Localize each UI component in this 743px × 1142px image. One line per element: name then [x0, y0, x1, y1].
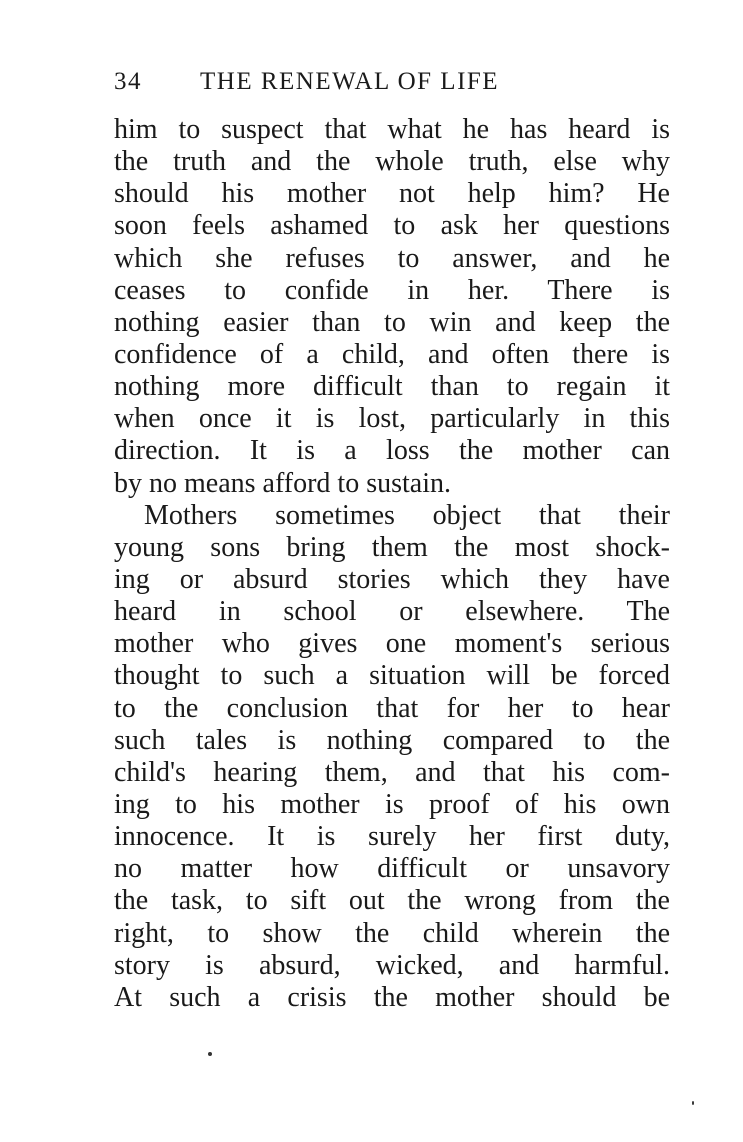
text-line: nothing more difficult than to regain it	[114, 371, 670, 403]
text-line: the truth and the whole truth, else why	[114, 146, 670, 178]
text-line: ceases to confide in her. There is	[114, 274, 670, 306]
paragraph-first-line: Mothers sometimes object that their	[144, 499, 670, 531]
text-line: to the conclusion that for her to hear	[114, 692, 670, 724]
text-line: him to suspect that what he has heard is	[114, 114, 670, 145]
running-head	[114, 68, 674, 104]
ink-speck	[692, 1101, 694, 1105]
text-line: thought to such a situation will be forced	[114, 660, 670, 692]
text-line: ing or absurd stories which they have	[114, 563, 670, 595]
text-line: At such a crisis the mother should be	[114, 981, 670, 1013]
text-line: mother who gives one moment's serious	[114, 628, 670, 660]
page-number: 34	[114, 68, 142, 95]
ink-speck	[208, 1052, 212, 1056]
text-line: ing to his mother is proof of his own	[114, 788, 670, 820]
text-line: soon feels ashamed to ask her questions	[114, 210, 670, 242]
text-line: innocence. It is surely her first duty,	[114, 821, 670, 853]
text-line: story is absurd, wicked, and harmful.	[114, 949, 670, 981]
text-line: nothing easier than to win and keep the	[114, 306, 670, 338]
text-line: no matter how difficult or unsavory	[114, 853, 670, 885]
paragraph-last-line: by no means afford to sustain.	[114, 467, 451, 499]
text-line: right, to show the child wherein the	[114, 917, 670, 949]
text-line: the task, to sift out the wrong from the	[114, 885, 670, 917]
text-line: young sons bring them the most shock-	[114, 531, 670, 563]
text-line: should his mother not help him? He	[114, 178, 670, 210]
text-line: such tales is nothing compared to the	[114, 724, 670, 756]
text-line: direction. It is a loss the mother can	[114, 435, 670, 467]
text-line: when once it is lost, particularly in this	[114, 403, 670, 435]
running-title: THE RENEWAL OF LIFE	[200, 68, 500, 95]
text-line: which she refuses to answer, and he	[114, 242, 670, 274]
text-line: confidence of a child, and often there is	[114, 338, 670, 370]
body-text	[114, 114, 670, 1014]
text-line: heard in school or elsewhere. The	[114, 596, 670, 628]
text-line: child's hearing them, and that his com-	[114, 756, 670, 788]
